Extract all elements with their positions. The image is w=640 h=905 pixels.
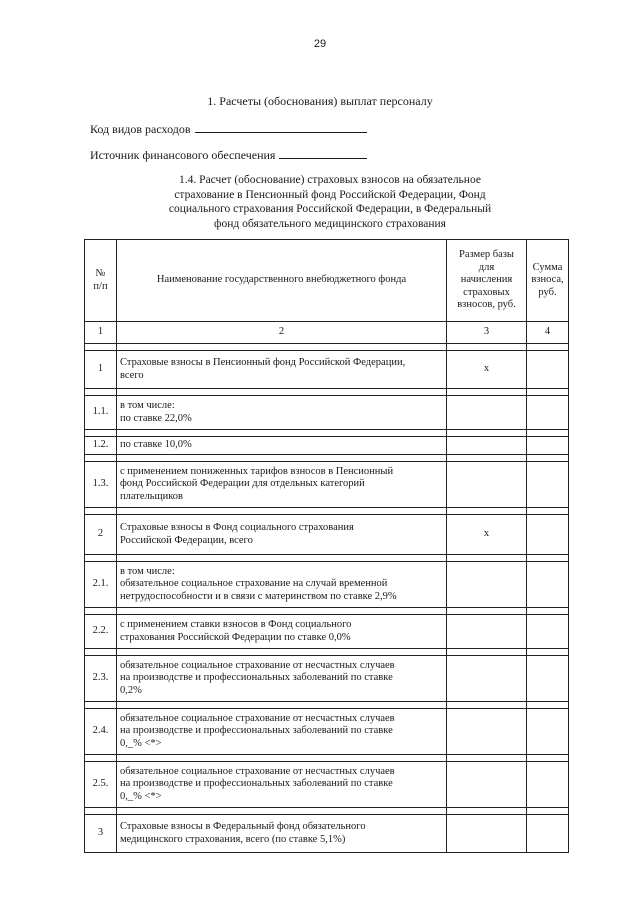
insurance-contributions-table: [84, 239, 569, 853]
row-spacer: [85, 508, 569, 515]
spacer-cell: [85, 389, 117, 396]
column-index-row: [85, 322, 569, 344]
section-heading: 1. Расчеты (обоснования) выплат персоналу: [207, 94, 433, 108]
spacer-cell: [447, 608, 527, 615]
page-number: 29: [313, 38, 327, 50]
row-sum-cell: [527, 351, 569, 389]
spacer-cell: [527, 455, 569, 462]
spacer-cell: [447, 455, 527, 462]
row-number-cell: 2.3.: [85, 656, 117, 702]
row-spacer: [85, 430, 569, 437]
spacer-cell: [527, 649, 569, 656]
row-name-cell: Страховые взносы в Фонд социального страхования Российской Федерации, всего: [117, 515, 447, 555]
spacer-cell: [527, 702, 569, 709]
spacer-cell: [447, 344, 527, 351]
spacer-cell: [447, 755, 527, 762]
row-name-cell: Страховые взносы в Федеральный фонд обязательного медицинского страхования, всего (по ставке 5,1%): [117, 815, 447, 853]
spacer-cell: [85, 555, 117, 562]
spacer-cell: [447, 508, 527, 515]
row-spacer: [85, 755, 569, 762]
spacer-cell: [447, 649, 527, 656]
row-name-cell: по ставке 10,0%: [117, 437, 447, 455]
spacer-cell: [117, 608, 447, 615]
spacer-cell: [527, 389, 569, 396]
table-title: 1.4. Расчет (обоснование) страховых взносов на обязательное страхование в Пенсионный фонд Российской Федерации, Фонд социального страхования Российской Федерации, в Федеральный фонд обязательного медицинского страхования: [168, 174, 492, 230]
table-row: [85, 462, 569, 508]
row-number-cell: 2.4.: [85, 709, 117, 755]
index-cell: 4: [527, 322, 569, 344]
table-row: [85, 656, 569, 702]
spacer-cell: [85, 455, 117, 462]
spacer-cell: [117, 555, 447, 562]
row-name-cell: обязательное социальное страхование от несчастных случаев на производстве и профессиональных заболеваний по ставке 0,2%: [117, 656, 447, 702]
spacer-cell: [85, 755, 117, 762]
row-sum-cell: [527, 396, 569, 430]
row-base-cell: [447, 462, 527, 508]
row-spacer: [85, 389, 569, 396]
index-cell: 2: [117, 322, 447, 344]
spacer-cell: [117, 702, 447, 709]
row-name-cell: с применением ставки взносов в Фонд социального страхования Российской Федерации по ставке 0,0%: [117, 615, 447, 649]
spacer-cell: [447, 555, 527, 562]
row-spacer: [85, 649, 569, 656]
row-sum-cell: [527, 762, 569, 808]
spacer-cell: [85, 430, 117, 437]
header-sum: Сумма взноса, руб.: [527, 240, 569, 322]
row-sum-cell: [527, 615, 569, 649]
row-name-cell: обязательное социальное страхование от несчастных случаев на производстве и профессиональных заболеваний по ставке 0,_% <*>: [117, 762, 447, 808]
row-sum-cell: [527, 437, 569, 455]
row-number-cell: 2.1.: [85, 562, 117, 608]
funding-source-field: [90, 148, 367, 163]
spacer-cell: [527, 808, 569, 815]
row-base-cell: [447, 437, 527, 455]
row-name-cell: с применением пониженных тарифов взносов в Пенсионный фонд Российской Федерации для отдельных категорий плательщиков: [117, 462, 447, 508]
funding-source-blank: [279, 148, 367, 159]
spacer-cell: [117, 808, 447, 815]
header-base: Размер базы для начисления страховых взносов, руб.: [447, 240, 527, 322]
expense-code-field: [90, 122, 367, 137]
spacer-cell: [85, 808, 117, 815]
table-header-row: [85, 240, 569, 322]
row-base-cell: [447, 762, 527, 808]
table-row: [85, 815, 569, 853]
spacer-cell: [447, 389, 527, 396]
table-row: [85, 396, 569, 430]
row-number-cell: 2.2.: [85, 615, 117, 649]
spacer-cell: [447, 702, 527, 709]
spacer-cell: [527, 508, 569, 515]
row-base-cell: х: [447, 351, 527, 389]
row-spacer: [85, 808, 569, 815]
header-name: Наименование государственного внебюджетного фонда: [117, 240, 447, 322]
spacer-cell: [117, 455, 447, 462]
row-base-cell: [447, 656, 527, 702]
row-base-cell: [447, 815, 527, 853]
row-spacer: [85, 455, 569, 462]
spacer-cell: [527, 755, 569, 762]
row-sum-cell: [527, 462, 569, 508]
expense-code-label: Код видов расходов: [90, 122, 191, 136]
spacer-cell: [85, 508, 117, 515]
row-number-cell: 1.3.: [85, 462, 117, 508]
spacer-cell: [527, 555, 569, 562]
row-name-cell: обязательное социальное страхование от несчастных случаев на производстве и профессиональных заболеваний по ставке 0,_% <*>: [117, 709, 447, 755]
spacer-cell: [85, 608, 117, 615]
row-base-cell: [447, 709, 527, 755]
row-name-cell: в том числе: по ставке 22,0%: [117, 396, 447, 430]
row-name-cell: в том числе: обязательное социальное страхование на случай временной нетрудоспособности и в связи с материнством по ставке 2,9%: [117, 562, 447, 608]
table-row: [85, 351, 569, 389]
row-base-cell: [447, 615, 527, 649]
row-number-cell: 2: [85, 515, 117, 555]
row-number-cell: 1.2.: [85, 437, 117, 455]
row-spacer: [85, 344, 569, 351]
row-number-cell: 2.5.: [85, 762, 117, 808]
row-number-cell: 1.1.: [85, 396, 117, 430]
row-spacer: [85, 702, 569, 709]
spacer-cell: [117, 389, 447, 396]
row-base-cell: [447, 562, 527, 608]
spacer-cell: [117, 508, 447, 515]
row-sum-cell: [527, 515, 569, 555]
row-sum-cell: [527, 815, 569, 853]
row-base-cell: [447, 396, 527, 430]
row-spacer: [85, 555, 569, 562]
spacer-cell: [117, 649, 447, 656]
table-row: [85, 437, 569, 455]
table-row: [85, 615, 569, 649]
spacer-cell: [527, 344, 569, 351]
header-num: № п/п: [85, 240, 117, 322]
spacer-cell: [117, 430, 447, 437]
table-row: [85, 562, 569, 608]
spacer-cell: [85, 649, 117, 656]
table-row: [85, 709, 569, 755]
spacer-cell: [527, 430, 569, 437]
row-sum-cell: [527, 656, 569, 702]
spacer-cell: [447, 430, 527, 437]
funding-source-label: Источник финансового обеспечения: [90, 148, 276, 162]
row-spacer: [85, 608, 569, 615]
spacer-cell: [527, 608, 569, 615]
row-name-cell: Страховые взносы в Пенсионный фонд Российской Федерации, всего: [117, 351, 447, 389]
index-cell: 1: [85, 322, 117, 344]
row-number-cell: 1: [85, 351, 117, 389]
index-cell: 3: [447, 322, 527, 344]
spacer-cell: [117, 344, 447, 351]
row-number-cell: 3: [85, 815, 117, 853]
spacer-cell: [447, 808, 527, 815]
spacer-cell: [117, 755, 447, 762]
spacer-cell: [85, 344, 117, 351]
row-sum-cell: [527, 709, 569, 755]
spacer-cell: [85, 702, 117, 709]
table-row: [85, 515, 569, 555]
row-sum-cell: [527, 562, 569, 608]
row-base-cell: х: [447, 515, 527, 555]
expense-code-blank: [195, 122, 367, 133]
table-row: [85, 762, 569, 808]
